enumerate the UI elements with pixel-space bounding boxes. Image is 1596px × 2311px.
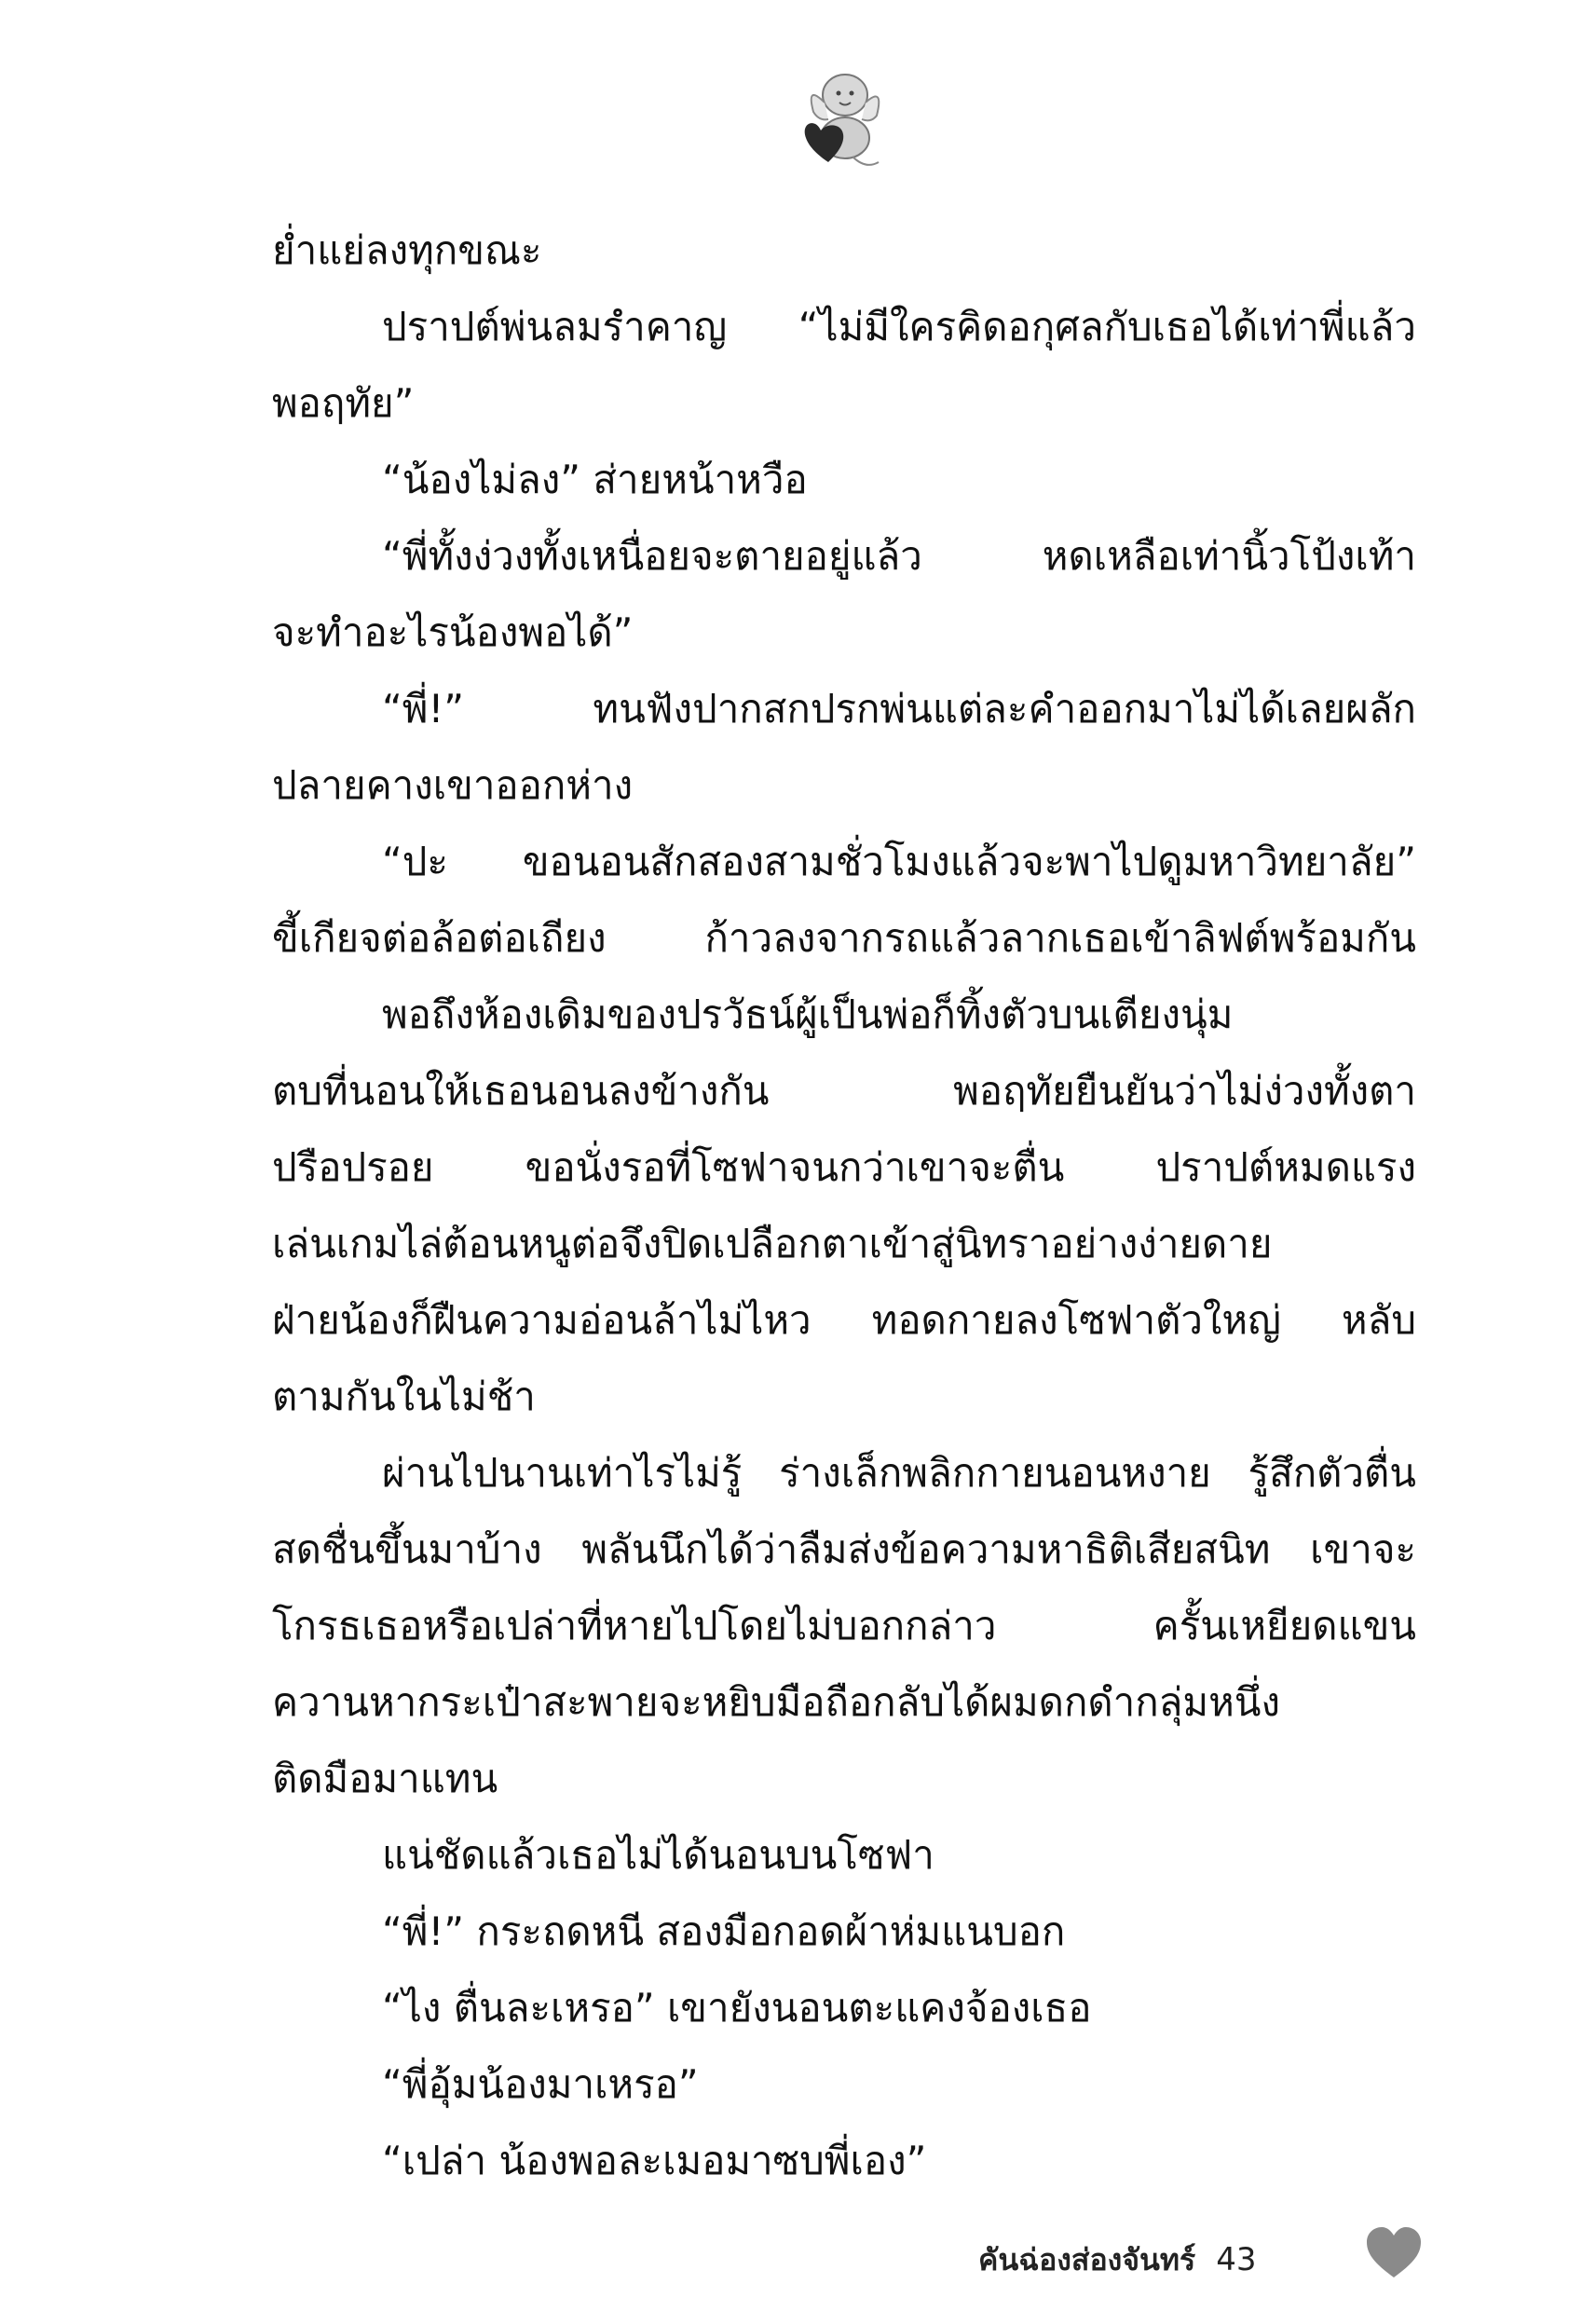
text-line: ติดมือมาแทน [272, 1756, 498, 1801]
text-line: ขี้เกียจต่อล้อต่อเถียง ก้าวลงจากรถแล้วลากเธอเข้าลิฟต์พร้อมกัน [272, 915, 1416, 961]
text-line: “พี่!” ทนฟังปากสกปรกพ่นแต่ละคำออกมาไม่ได้เลยผลัก [382, 686, 1416, 732]
text-line: เล่นเกมไล่ต้อนหนูต่อจึงปิดเปลือกตาเข้าสู่นิทราอย่างง่ายดาย [272, 1221, 1273, 1266]
text-line: แน่ชัดแล้วเธอไม่ได้นอนบนโซฟา [382, 1832, 934, 1878]
text-line: “พี่!” กระถดหนี สองมือกอดผ้าห่มแนบอก [382, 1908, 1066, 1954]
text-line: ตามกันในไม่ช้า [272, 1374, 536, 1419]
book-title: คันฉ่องส่องจันทร์ [978, 2241, 1196, 2277]
text-line: พอฤทัย” [272, 380, 415, 426]
text-line: ปรือปรอย ขอนั่งรอที่โซฟาจนกว่าเขาจะตื่น ปราปต์หมดแรง [272, 1144, 1416, 1190]
text-line: พอถึงห้องเดิมของปรวัธน์ผู้เป็นพ่อก็ทิ้งตัวบนเตียงนุ่ม [382, 991, 1234, 1037]
text-line: โกรธเธอหรือเปล่าที่หายไปโดยไม่บอกกล่าว ครั้นเหยียดแขน [272, 1603, 1416, 1648]
text-line: ปลายคางเขาออกห่าง [272, 762, 634, 808]
text-line: “ปะ ขอนอนสักสองสามชั่วโมงแล้วจะพาไปดูมหาวิทยาลัย” [382, 839, 1416, 884]
text-line: จะทำอะไรน้องพอได้” [272, 609, 634, 655]
cherub-holding-heart-icon [787, 65, 890, 177]
text-line: “พี่อุ้มน้องมาเหรอ” [382, 2061, 699, 2107]
text-line: ปราปต์พ่นลมรำคาญ “ไม่มีใครคิดอกุศลกับเธอได้เท่าพี่แล้ว [382, 304, 1416, 349]
text-line: ตบที่นอนให้เธอนอนลงข้างกัน พอฤทัยยืนยันว่าไม่ง่วงทั้งตา [272, 1068, 1416, 1114]
page-number: 43 [1216, 2241, 1257, 2278]
text-line: “พี่ทั้งง่วงทั้งเหนื่อยจะตายอยู่แล้ว หดเหลือเท่านิ้วโป้งเท้า [382, 533, 1416, 579]
text-line: สดชื่นขึ้นมาบ้าง พลันนึกได้ว่าลืมส่งข้อความหาธิติเสียสนิท เขาจะ [272, 1526, 1416, 1572]
text-line: “ไง ตื่นละเหรอ” เขายังนอนตะแคงจ้องเธอ [382, 1985, 1092, 2031]
text-line: “เปล่า น้องพอละเมอมาซบพี่เอง” [382, 2138, 927, 2183]
text-line: ควานหากระเป๋าสะพายจะหยิบมือถือกลับได้ผมดกดำกลุ่มหนึ่ง [272, 1679, 1280, 1725]
heart-icon [1365, 2225, 1423, 2279]
text-line: ผ่านไปนานเท่าไรไม่รู้ ร่างเล็กพลิกกายนอนหงาย รู้สึกตัวตื่น [382, 1450, 1416, 1496]
page-footer [978, 2232, 1256, 2288]
text-line: ย่ำแย่ลงทุกขณะ [272, 227, 542, 273]
text-line: ฝ่ายน้องก็ฝืนความอ่อนล้าไม่ไหว ทอดกายลงโซฟาตัวใหญ่ หลับ [272, 1297, 1416, 1343]
text-line: “น้องไม่ลง” ส่ายหน้าหวือ [382, 457, 808, 502]
body-text [272, 212, 1416, 2199]
